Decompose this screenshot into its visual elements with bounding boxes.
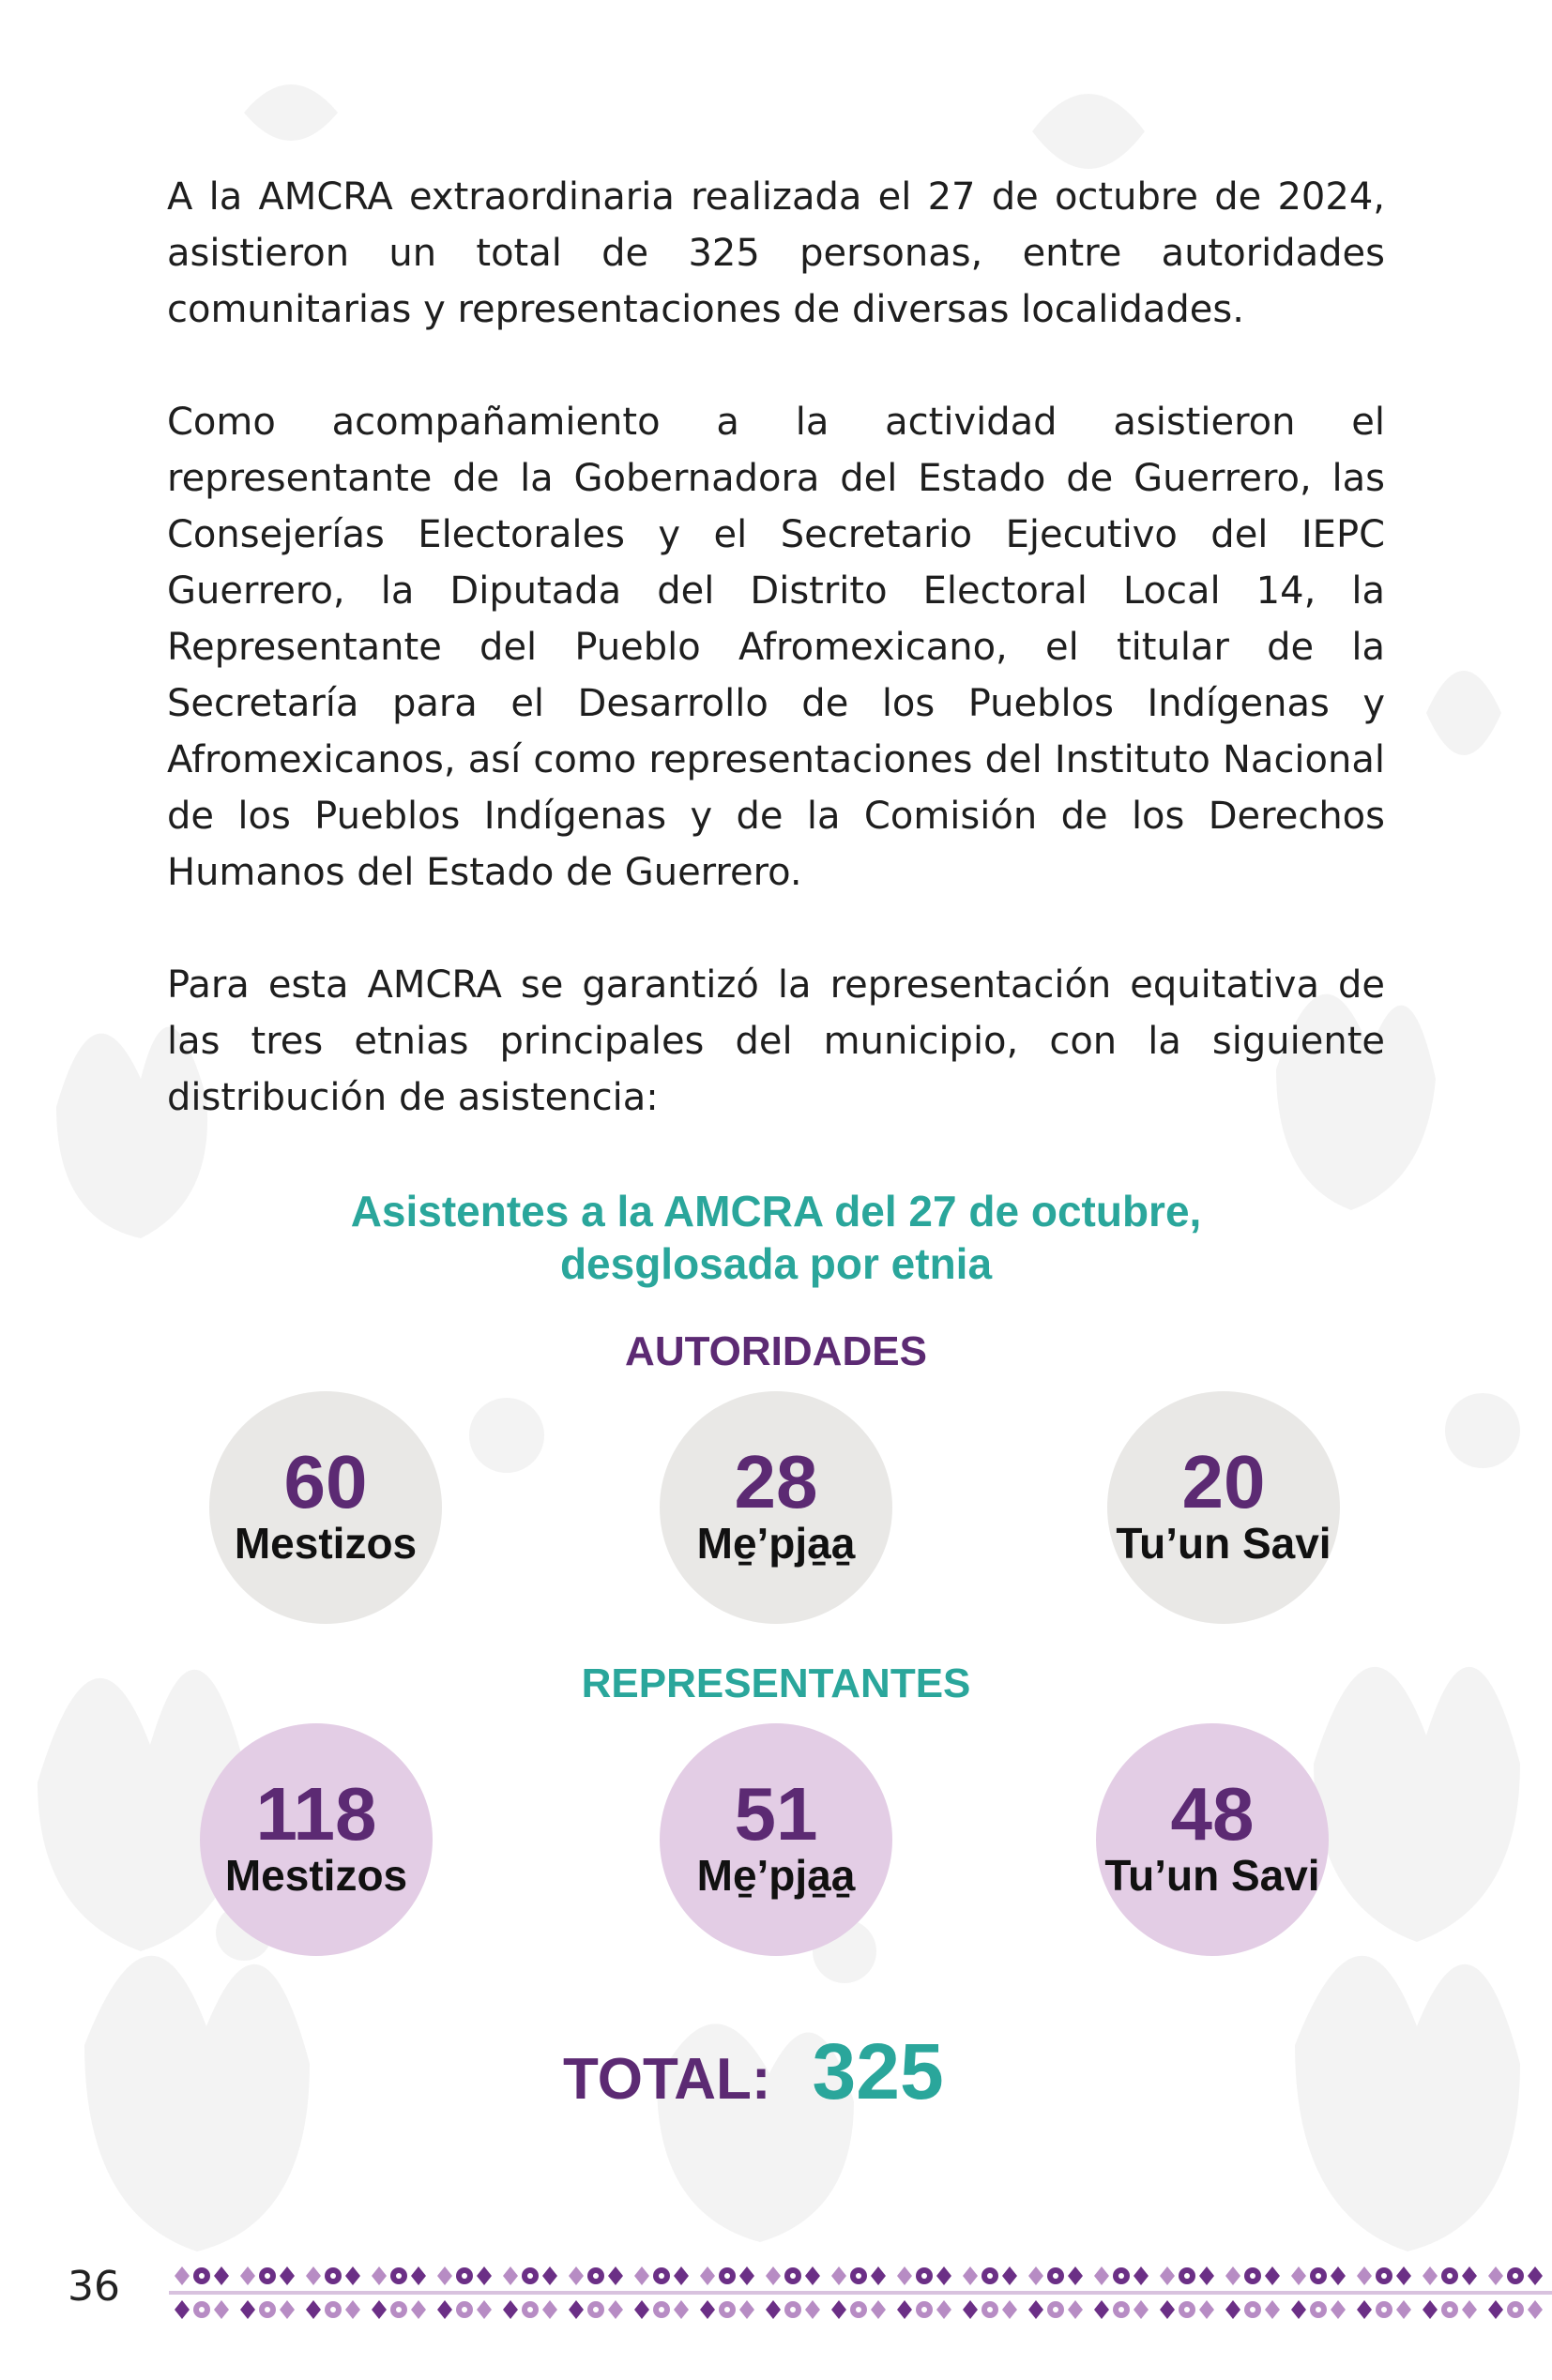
paragraph-accompaniment: Como acompañamiento a la actividad asistieron el representante de la Gobernadora del Estado de Guerrero, las Consejerías Electorales y el Secretario Ejecutivo del IEPC Guerrero, la Diputada del Distrito Electoral Local 14, la Representante del Pueblo Afromexicano, el titular de la Secretaría para el Desarrollo de los Pueblos Indígenas y Afromexicanos, así como representaciones del Instituto Nacional de los Pueblos Indígenas y de la Comisión de los Derechos Humanos del Estado de Guerrero. bbox=[167, 401, 1385, 894]
circle-value: 60 bbox=[283, 1440, 368, 1524]
circle-label: Me̱’pja̱a̱ bbox=[696, 1851, 856, 1900]
autoridades-mepjaa-circle bbox=[660, 1391, 892, 1624]
representantes-label: REPRESENTANTES bbox=[581, 1660, 971, 1706]
paragraph-attendance: A la AMCRA extraordinaria realizada el 27 de octubre de 2024, asistieron un total de 325 personas, entre autoridades comunitarias y representaciones de diversas localidades. bbox=[167, 175, 1385, 331]
circle-value: 51 bbox=[734, 1772, 818, 1856]
circle-value: 118 bbox=[255, 1772, 377, 1856]
paragraph-distribution: Para esta AMCRA se garantizó la representación equitativa de las tres etnias principales del municipio, con la siguiente distribución de asistencia: bbox=[167, 963, 1385, 1119]
embroidered-border-decoration bbox=[169, 2255, 1552, 2330]
representantes-mestizos-circle bbox=[200, 1723, 433, 1956]
representantes-tuunsavi-circle bbox=[1096, 1723, 1329, 1956]
circle-label: Tu’un Savi bbox=[1116, 1519, 1331, 1568]
circle-label: Tu’un Savi bbox=[1104, 1851, 1320, 1900]
circle-value: 28 bbox=[734, 1440, 818, 1524]
circle-label: Mestizos bbox=[234, 1519, 418, 1568]
total-row bbox=[563, 2026, 1032, 2120]
autoridades-mestizos-circle bbox=[209, 1391, 442, 1624]
circle-value: 20 bbox=[1181, 1440, 1266, 1524]
total-value: 325 bbox=[812, 2027, 944, 2115]
autoridades-label: AUTORIDADES bbox=[625, 1328, 927, 1374]
circle-label: Me̱’pja̱a̱ bbox=[696, 1519, 856, 1568]
circle-value: 48 bbox=[1170, 1772, 1255, 1856]
circle-label: Mestizos bbox=[224, 1851, 408, 1900]
total-label: TOTAL: bbox=[563, 2047, 771, 2112]
page-number: 36 bbox=[68, 2263, 120, 2311]
infographic-title: Asistentes a la AMCRA del 27 de octubre, desglosada por etnia bbox=[350, 1187, 1202, 1288]
autoridades-tuunsavi-circle bbox=[1107, 1391, 1340, 1624]
representantes-mepjaa-circle bbox=[660, 1723, 892, 1956]
